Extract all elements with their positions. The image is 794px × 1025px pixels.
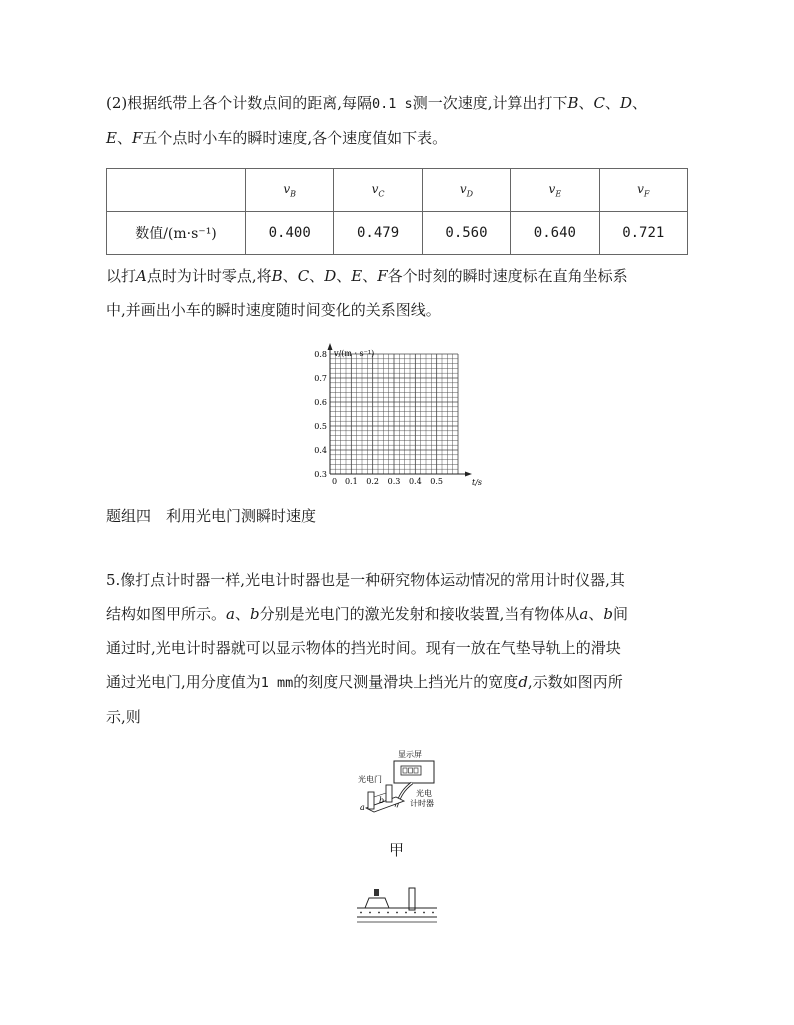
air-hole: [414, 912, 416, 914]
velocity-table: [106, 168, 688, 255]
value-vD: 0.560: [422, 212, 510, 255]
point-F: F: [131, 129, 143, 147]
sep: 、: [336, 267, 352, 285]
figure-jia-photogate: [352, 745, 462, 825]
x-tick-label: 0.2: [366, 477, 380, 486]
x-tick-label: 0.4: [408, 477, 422, 486]
y-tick-label: 0.4: [314, 446, 327, 455]
value-vC: 0.479: [334, 212, 422, 255]
timer-label-line1: 光电: [416, 789, 432, 798]
chart-axes: [328, 343, 473, 477]
sep: 、: [309, 267, 325, 285]
part2-paragraph: [106, 86, 706, 155]
y-tick-label: 0.7: [314, 374, 327, 383]
point-E: E: [106, 129, 117, 147]
air-hole: [405, 912, 407, 914]
figure-air-track: [355, 885, 439, 925]
sep: 、: [632, 94, 648, 112]
variable-d: d: [518, 673, 528, 691]
y-tick-label: 0.3: [314, 470, 327, 479]
point-E: E: [351, 267, 363, 285]
x-axis-arrow: [465, 472, 472, 477]
text-run: ,示数如图丙所: [527, 673, 623, 691]
text-run: 五个点时小车的瞬时速度,各个速度值如下表。: [142, 129, 448, 147]
text-run: 通过光电门,用分度值为: [106, 673, 261, 691]
header-vF: $v_F$: [599, 169, 687, 212]
text-run: 中,并画出小车的瞬时速度随时间变化的关系图线。: [106, 301, 441, 319]
instruction-paragraph: [106, 259, 706, 327]
header-vB: $v_B$: [246, 169, 334, 212]
point-C: C: [593, 94, 605, 112]
chart-tick-labels: [314, 350, 443, 486]
sep: 、: [116, 129, 132, 147]
text-run: (2)根据纸带上各个计数点间的距离,每隔: [106, 94, 373, 112]
sep: 、: [362, 267, 378, 285]
display-screen-label: 显示屏: [398, 750, 422, 759]
sep: 、: [605, 94, 621, 112]
air-hole: [387, 912, 389, 914]
text-run: 5.像打点计时器一样,光电计时器也是一种研究物体运动情况的常用计时仪器,其: [106, 571, 625, 589]
text-run: 测一次速度,计算出打下: [412, 94, 568, 112]
label-b: b: [379, 796, 385, 805]
slider: [365, 898, 389, 908]
text-run: 间: [612, 605, 628, 623]
section-heading: 题组四 利用光电门测瞬时速度: [106, 507, 317, 525]
figure-jia-caption: 甲: [389, 841, 405, 859]
photogate-label: 光电门: [358, 775, 382, 784]
air-hole: [360, 912, 362, 914]
air-hole: [423, 912, 425, 914]
x-tick-label: 0.5: [430, 477, 444, 486]
y-tick-label: 0.6: [314, 398, 327, 407]
gate-arm-b: [386, 785, 392, 802]
air-holes: [360, 912, 434, 914]
point-B: B: [567, 94, 579, 112]
label-a: a: [226, 605, 235, 623]
label-b: b: [603, 605, 613, 623]
label-a: a: [579, 605, 589, 623]
point-A: A: [136, 267, 147, 285]
row-label: 数值/(m·s⁻¹): [107, 212, 246, 255]
air-hole: [396, 912, 398, 914]
y-tick-label: 0.5: [314, 422, 327, 431]
table-corner-cell: [107, 169, 246, 212]
value-vB: 0.400: [246, 212, 334, 255]
timer-label-line2: 计时器: [410, 799, 434, 808]
point-D: D: [324, 267, 337, 285]
light-blocking-plate: [374, 889, 379, 896]
point-C: C: [297, 267, 310, 285]
table-header-row: [107, 169, 688, 212]
air-hole: [378, 912, 380, 914]
text-run: 分别是光电门的激光发射和接收装置,当有物体从: [259, 605, 580, 623]
header-vD: $v_D$: [422, 169, 510, 212]
text-run: 点时为计时零点,将: [146, 267, 272, 285]
x-axis-label: t/s: [472, 478, 483, 487]
air-hole: [369, 912, 371, 914]
sep: 、: [578, 94, 594, 112]
y-tick-label: 0.8: [314, 350, 327, 359]
y-axis-arrow: [328, 343, 333, 350]
resolution-value: 1 mm: [260, 675, 294, 691]
x-tick-label: 0.3: [387, 477, 401, 486]
header-vE: $v_E$: [511, 169, 599, 212]
air-hole: [432, 912, 434, 914]
sep: 、: [282, 267, 298, 285]
point-D: D: [620, 94, 633, 112]
interval-unit: s: [396, 96, 413, 112]
sep: 、: [234, 605, 250, 623]
x-tick-label: 0.1: [344, 477, 358, 486]
text-run: 通过时,光电计时器就可以显示物体的挡光时间。现有一放在气垫导轨上的滑块: [106, 639, 621, 657]
vt-graph: [310, 340, 510, 490]
header-vC: $v_C$: [334, 169, 422, 212]
text-run: 以打: [106, 267, 137, 285]
value-vF: 0.721: [599, 212, 687, 255]
photogate-post: [409, 888, 415, 910]
label-a: a: [360, 803, 365, 812]
label-b: b: [249, 605, 260, 623]
value-vE: 0.640: [511, 212, 599, 255]
table-row: [107, 212, 688, 255]
text-run: 结构如图甲所示。: [106, 605, 227, 623]
interval-value: 0.1: [372, 96, 397, 112]
chart-grid: [330, 354, 458, 474]
sep: 、: [588, 605, 604, 623]
gate-arm-a: [368, 792, 374, 809]
problem5-paragraph: [106, 563, 706, 734]
point-B: B: [271, 267, 283, 285]
point-F: F: [377, 267, 388, 285]
text-run: 示,则: [106, 708, 141, 726]
x-tick-label: 0: [332, 477, 338, 486]
text-run: 的刻度尺测量滑块上挡光片的宽度: [293, 673, 519, 691]
y-axis-label: v/(m · s⁻¹): [334, 349, 375, 358]
text-run: 各个时刻的瞬时速度标在直角坐标系: [387, 267, 628, 285]
